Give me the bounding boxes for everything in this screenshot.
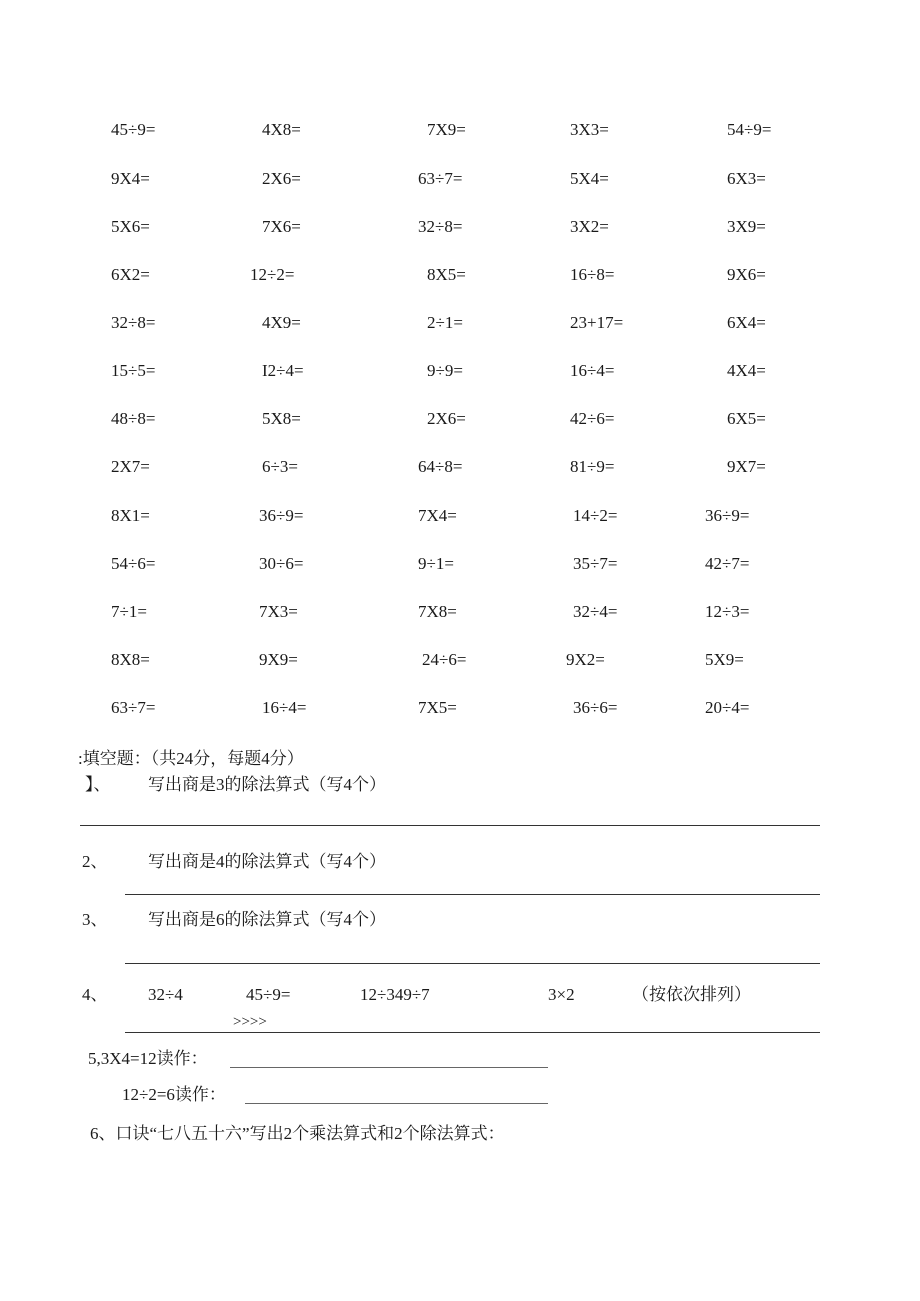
problem: 4X9= — [262, 313, 301, 332]
read-as-prompt: 12÷2=6读作： — [122, 1085, 226, 1104]
sort-item: 12÷349÷7 — [360, 985, 430, 1004]
problem: 81÷9= — [570, 457, 615, 476]
problem: 7X4= — [418, 506, 457, 525]
problem: 8X5= — [427, 265, 466, 284]
sort-item: 32÷4 — [148, 985, 183, 1004]
question-number: 3、 — [82, 910, 108, 929]
section-heading: :填空题：（共24分，每题4分） — [78, 749, 304, 768]
problem: 23+17= — [570, 313, 624, 332]
problem: 7X8= — [418, 602, 457, 621]
problem: 5X9= — [705, 650, 744, 669]
problem: 32÷4= — [573, 602, 618, 621]
problem: 12÷3= — [705, 602, 750, 621]
problem: 2X6= — [427, 409, 466, 428]
problem: 5X4= — [570, 169, 609, 188]
problem: 45÷9= — [111, 120, 156, 139]
question-text: 写出商是6的除法算式（写4个） — [148, 910, 386, 929]
problem: 6X5= — [727, 409, 766, 428]
problem: 42÷7= — [705, 554, 750, 573]
question-number: 2、 — [82, 852, 108, 871]
problem: 7X3= — [259, 602, 298, 621]
problem: 4X8= — [262, 120, 301, 139]
answer-line[interactable] — [125, 894, 820, 895]
problem: 7X9= — [427, 120, 466, 139]
sort-item: 45÷9= — [246, 985, 291, 1004]
problem: 6÷3= — [262, 457, 298, 476]
problem: 6X3= — [727, 169, 766, 188]
problem: 12÷2= — [250, 265, 295, 284]
problem: 30÷6= — [259, 554, 304, 573]
question-number: 4、 — [82, 985, 108, 1004]
problem: 54÷6= — [111, 554, 156, 573]
problem: I2÷4= — [262, 361, 304, 380]
problem: 16÷8= — [570, 265, 615, 284]
problem: 36÷9= — [705, 506, 750, 525]
problem: 7÷1= — [111, 602, 147, 621]
problem: 9X6= — [727, 265, 766, 284]
problem: 42÷6= — [570, 409, 615, 428]
problem: 7X5= — [418, 698, 457, 717]
problem: 16÷4= — [262, 698, 307, 717]
problem: 32÷8= — [111, 313, 156, 332]
problem: 8X1= — [111, 506, 150, 525]
problem: 3X2= — [570, 217, 609, 236]
problem: 32÷8= — [418, 217, 463, 236]
question-text: 写出商是3的除法算式（写4个） — [148, 775, 386, 794]
answer-line[interactable] — [125, 963, 820, 964]
problem: 64÷8= — [418, 457, 463, 476]
problem: 9X7= — [727, 457, 766, 476]
sort-hint: （按依次排列） — [632, 985, 751, 1004]
problem: 14÷2= — [573, 506, 618, 525]
answer-line[interactable] — [245, 1103, 548, 1104]
problem: 16÷4= — [570, 361, 615, 380]
problem: 20÷4= — [705, 698, 750, 717]
answer-line[interactable] — [80, 825, 820, 826]
problem: 2X7= — [111, 457, 150, 476]
problem: 63÷7= — [111, 698, 156, 717]
problem: 7X6= — [262, 217, 301, 236]
sort-item: 3×2 — [548, 985, 575, 1004]
problem: 8X8= — [111, 650, 150, 669]
problem: 36÷6= — [573, 698, 618, 717]
problem: 2X6= — [262, 169, 301, 188]
problem: 4X4= — [727, 361, 766, 380]
answer-line[interactable] — [230, 1067, 548, 1068]
problem: 3X9= — [727, 217, 766, 236]
read-as-prompt: 5,3X4=12读作： — [88, 1049, 208, 1068]
problem: 9X9= — [259, 650, 298, 669]
question-text: 写出商是4的除法算式（写4个） — [148, 852, 386, 871]
problem: 48÷8= — [111, 409, 156, 428]
problem: 9÷9= — [427, 361, 463, 380]
problem: 3X3= — [570, 120, 609, 139]
order-arrows: >>>> — [233, 1014, 267, 1030]
problem: 63÷7= — [418, 169, 463, 188]
problem: 54÷9= — [727, 120, 772, 139]
problem: 5X8= — [262, 409, 301, 428]
problem: 15÷5= — [111, 361, 156, 380]
problem: 5X6= — [111, 217, 150, 236]
answer-line[interactable] — [125, 1032, 820, 1033]
problem: 9÷1= — [418, 554, 454, 573]
problem: 6X2= — [111, 265, 150, 284]
question-number: 】、 — [85, 775, 111, 794]
problem: 24÷6= — [422, 650, 467, 669]
problem: 9X2= — [566, 650, 605, 669]
problem: 2÷1= — [427, 313, 463, 332]
question-text: 6、口诀“七八五十六”写出2个乘法算式和2个除法算式： — [90, 1124, 505, 1143]
problem: 9X4= — [111, 169, 150, 188]
problem: 6X4= — [727, 313, 766, 332]
problem: 35÷7= — [573, 554, 618, 573]
problem: 36÷9= — [259, 506, 304, 525]
